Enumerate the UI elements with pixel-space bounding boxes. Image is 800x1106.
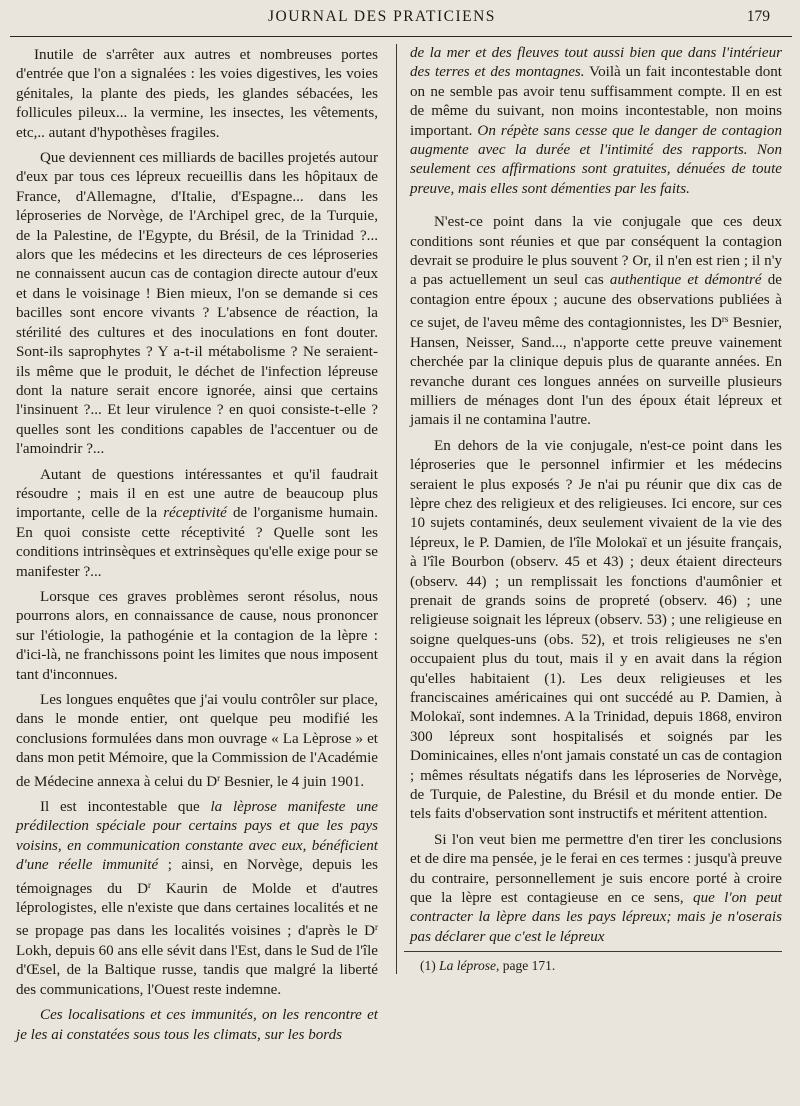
paragraph <box>410 831 782 947</box>
paragraph-text: Les longues enquêtes que j'ai voulu contrôler sur place, dans le monde entier, ont quelque peu modifié les conclusions formulées dans mon ouvrage « La Lèprose » et dans mon petit Mémoire, que la Commission de l'Académie de Médecine annexa à celui du D <box>16 692 378 790</box>
paragraph-text: de contagion entre époux ; aucune des observations publiées à ce sujet, de l'aveu même des contagionnistes, les D <box>410 272 782 332</box>
footnote-marker: (1) <box>420 958 436 973</box>
paragraph-text: Besnier, le 4 juin 1901. <box>220 773 365 790</box>
footnote-text: , page 171. <box>496 958 556 973</box>
paragraph <box>16 46 378 143</box>
superscript: rs <box>721 314 729 325</box>
running-header <box>0 8 800 32</box>
superscript: r <box>375 922 378 933</box>
italic-text: Ces localisations et ces immunités, on les rencontre et je les ai constatées sous tous les climats, sur les bords <box>16 1007 378 1043</box>
italic-text: On répète sans cesse que le danger de contagion augmente avec la durée et l'intimité des rapports. Non seulement ces affirmations sont gratuites, dénuées de toute preuve, mais elles sont démenties par les faits. <box>410 122 782 197</box>
italic-text: réceptivité <box>163 505 227 522</box>
superscript: r <box>147 879 151 890</box>
column-divider <box>396 44 397 974</box>
paragraph <box>16 466 378 582</box>
page-number: 179 <box>746 8 770 25</box>
paragraph-text: Autant de questions intéressantes et qu'il faudrait résoudre ; mais il en est une autre de beaucoup plus importante, celle de la <box>16 466 378 522</box>
paragraph-text: Inutile de s'arrêter aux autres et nombreuses portes d'entrée que l'on a signalées : les voies digestives, les voies génitales, la plante des pieds, les glandes sébacées, les follicules pileux... la vermine, les insectes, les vêtements, etc,.. autant d'hypothèses fragiles. <box>16 47 378 141</box>
italic-text: de la mer et des fleuves tout aussi bien que dans l'intérieur des terres et des montagnes. <box>410 45 782 81</box>
italic-text: la lèprose manifeste une prédilection spéciale pour certains pays et que les pays voisins, en communication constante avec eux, bénéficient d'une réelle immunité <box>16 799 378 874</box>
paragraph-text: Voilà un fait incontestable dont on ne semble pas avoir tenu suffisamment compte. Il en est de même du suivant, non moins incontestable, non moins important. <box>410 64 783 139</box>
right-column <box>410 44 782 953</box>
journal-title: JOURNAL DES PRATICIENS <box>268 8 496 25</box>
footnote <box>420 958 555 974</box>
italic-text: authentique et démontré <box>609 272 762 289</box>
paragraph <box>16 691 378 792</box>
paragraph <box>16 1006 378 1045</box>
superscript: r <box>217 772 221 783</box>
paragraph <box>16 798 378 1000</box>
paragraph <box>16 588 378 685</box>
footnote-rule <box>404 951 782 952</box>
paragraph-text: Que deviennent ces milliards de bacilles projetés autour d'eux par tous ces lépreux recueillis dans les hôpitaux de France, d'Allemagne, d'Italie, d'Espagne... dans les léproseries de Norvège, de l'Archipel grec, de la Turquie, de la Palestine, de l'Egypte, du Brésil, de la Trinidad ?... alors que les médecins et les directeurs de ces léproseries ne connaissent aucun cas de contagion directe autour d'eux et dans le voisinage ! Bien mieux, l'on se demande si ces bacilles sont encore vivants ? L'absence de réaction, la stérilité des cultures et des inoculations en font douter. Sont-ils saprophytes ? Y a-t-il métabolisme ? Ne seraient-ils même que le produit, le déchet de l'infection lépreuse dont la nature serait encore ignorée, ainsi que certains l'insinuent ?... Et leur virulence ? en quoi consiste-t-elle ? quelles sont les conditions capables de l'accentuer ou de l'amoindrir ?... <box>16 150 378 458</box>
paragraph-text: En dehors de la vie conjugale, n'est-ce point dans les léproseries que le personnel infirmier et les médecins seraient le plus exposés ? Je n'ai pu réunir que dix cas de lèpre chez des religieux et des religieuses. Ici encore, sur ces 10 sujets contaminés, deux seulement vivaient de la vie des lépreux, le P. Damien, de l'île Molokaï et un jésuite français, à l'île Bourbon (observ. 45 et 43) ; deux étaient directeurs (observ. 44) ; un remplissait les fonctions d'aumônier et prenait de grands soins de propreté (observ. 46) ; une religieuse soignait les lépreux (observ. 53) ; une religieuse en soigne quelques-uns (obs. 52), et trois religieuses ne s'en occupaient plus du tout, mais il y en avait dans la région qu'elles habitaient (1). Les deux religieuses et les franciscaines américaines qui ont succédé au P. Damien, à Molokaï, sont indemnes. A la Trinidad, depuis 1868, environ 300 lépreux sont hospitalisés et soignés par les Dominicaines, elles n'ont jamais constaté un cas de contagion ; mêmes résultats négatifs dans les léproseries de Norvège, de Turquie, de Palestine, du Brésil et du monde entier. De tels faits d'observation sont instructifs et méritent attention. <box>410 437 782 823</box>
paragraph-text: Si l'on veut bien me permettre d'en tirer les conclusions et de dire ma pensée, je le ferai en ces termes : jusqu'à preuve du contraire, personnellement je suis encore porté à croire que la lèpre est contagieuse en ce sens, <box>410 831 782 907</box>
paragraph <box>16 149 378 460</box>
paragraph <box>410 44 782 199</box>
paragraph-text: N'est-ce point dans la vie conjugale que ces deux conditions sont réunies et que par conséquent la contagion devrait se produire le plus souvent ? Or, il n'en est rien ; il n'y a pas actuellement un seul cas <box>410 214 782 289</box>
header-rule <box>10 36 792 37</box>
left-column <box>16 46 378 1051</box>
paragraph-text: Lorsque ces graves problèmes seront résolus, nous pourrons alors, en connaissance de cause, nous prononcer sur l'étiologie, la pathogénie et la contagion de la lèpre : d'ici-là, ne franchissons point les limites que nous imposent tant d'inconnues. <box>16 588 378 683</box>
footnote-title: La léprose <box>439 958 496 973</box>
italic-text: que l'on peut contracter la lèpre dans les pays lépreux; mais je n'oserais pas déclarer que c'est le lépreux <box>410 890 782 945</box>
paragraph-text: Besnier, Hansen, Neisser, Sand..., n'apporte cette preuve vainement cherchée par la clinique depuis plus de quarante années. En revanche durant ces longues années on surveille plusieurs milliers de ménages dont l'un des époux était lépreux et jamais il ne contamina l'autre. <box>410 315 782 429</box>
paragraph-text: Il est incontestable que <box>40 799 211 816</box>
paragraph-text: de l'organisme humain. En quoi consiste cette réceptivité ? Quelle sont les conditions intrinsèques et extrinsèques qu'elle exige pour se manifester ?... <box>16 505 378 580</box>
paragraph-text: Kaurin de Molde et d'autres léprologistes, elle n'existe que dans certaines localités et ne se propage pas dans les localités voisines ; d'après le D <box>16 880 378 940</box>
paragraph <box>410 437 782 825</box>
paragraph-text: ; ainsi, en Norvège, depuis les témoignages du D <box>16 857 378 897</box>
paragraph <box>410 213 782 430</box>
paragraph-text: Lokh, depuis 60 ans elle sévit dans l'Est, dans le Sud de l'île d'Œsel, de la Baltique russe, tandis que malgré la liberté des communications, l'Ouest reste indemne. <box>16 942 378 998</box>
